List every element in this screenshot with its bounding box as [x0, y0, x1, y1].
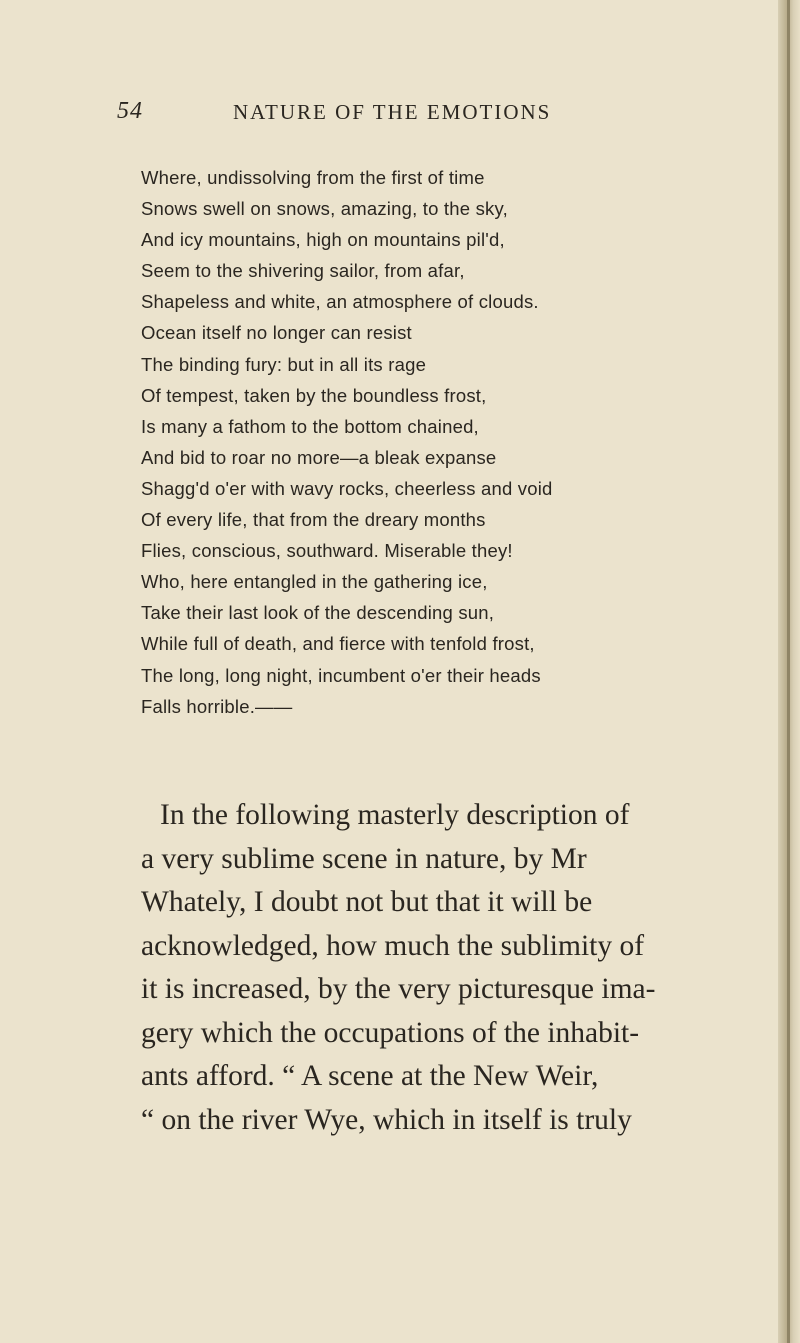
running-head: NATURE OF THE EMOTIONS	[233, 100, 552, 124]
paragraph-line: In the following masterly description of	[160, 799, 630, 831]
poem-line: And bid to roar no more—a bleak expanse	[141, 446, 497, 468]
body-paragraph	[141, 794, 686, 1142]
poem-line: Take their last look of the descending sun,	[141, 602, 495, 624]
poem-line: Is many a fathom to the bottom chained,	[141, 415, 479, 437]
poem-line: Flies, conscious, southward. Miserable they!	[141, 540, 513, 562]
poem-line: The long, long night, incumbent o'er their heads	[141, 664, 541, 686]
poem-line: And icy mountains, high on mountains pil'd,	[141, 229, 505, 251]
poem-line: Who, here entangled in the gathering ice,	[141, 571, 488, 593]
paragraph-line: gery which the occupations of the inhabit-	[141, 1016, 640, 1049]
paragraph-line: “ on the river Wye, which in itself is truly	[141, 1103, 632, 1136]
page-header	[117, 98, 677, 130]
paragraph-line: ants afford. “ A scene at the New Weir,	[141, 1060, 599, 1092]
poem-line: Ocean itself no longer can resist	[141, 322, 412, 344]
poem-line: Of tempest, taken by the boundless frost,	[141, 384, 487, 406]
poem-line: Snows swell on snows, amazing, to the sky,	[141, 198, 508, 220]
paragraph-line: it is increased, by the very picturesque ima-	[141, 973, 656, 1005]
poem-line: Shapeless and white, an atmosphere of clouds.	[141, 291, 539, 313]
page-edge-line	[787, 0, 790, 1343]
poem-line: Falls horrible.——	[141, 695, 293, 717]
poem-quotation	[141, 162, 681, 722]
paragraph-line: acknowledged, how much the sublimity of	[141, 929, 645, 962]
poem-line: Shagg'd o'er with wavy rocks, cheerless and void	[141, 477, 553, 499]
poem-line: Of every life, that from the dreary months	[141, 509, 486, 531]
poem-line: While full of death, and fierce with tenfold frost,	[141, 633, 535, 655]
paragraph-line: a very sublime scene in nature, by Mr	[141, 842, 587, 875]
page-number: 54	[117, 98, 143, 124]
poem-line: Seem to the shivering sailor, from afar,	[141, 260, 465, 282]
poem-line: The binding fury: but in all its rage	[141, 353, 427, 375]
paragraph-line: Whately, I doubt not but that it will be	[141, 886, 593, 918]
poem-line: Where, undissolving from the first of time	[141, 167, 485, 188]
